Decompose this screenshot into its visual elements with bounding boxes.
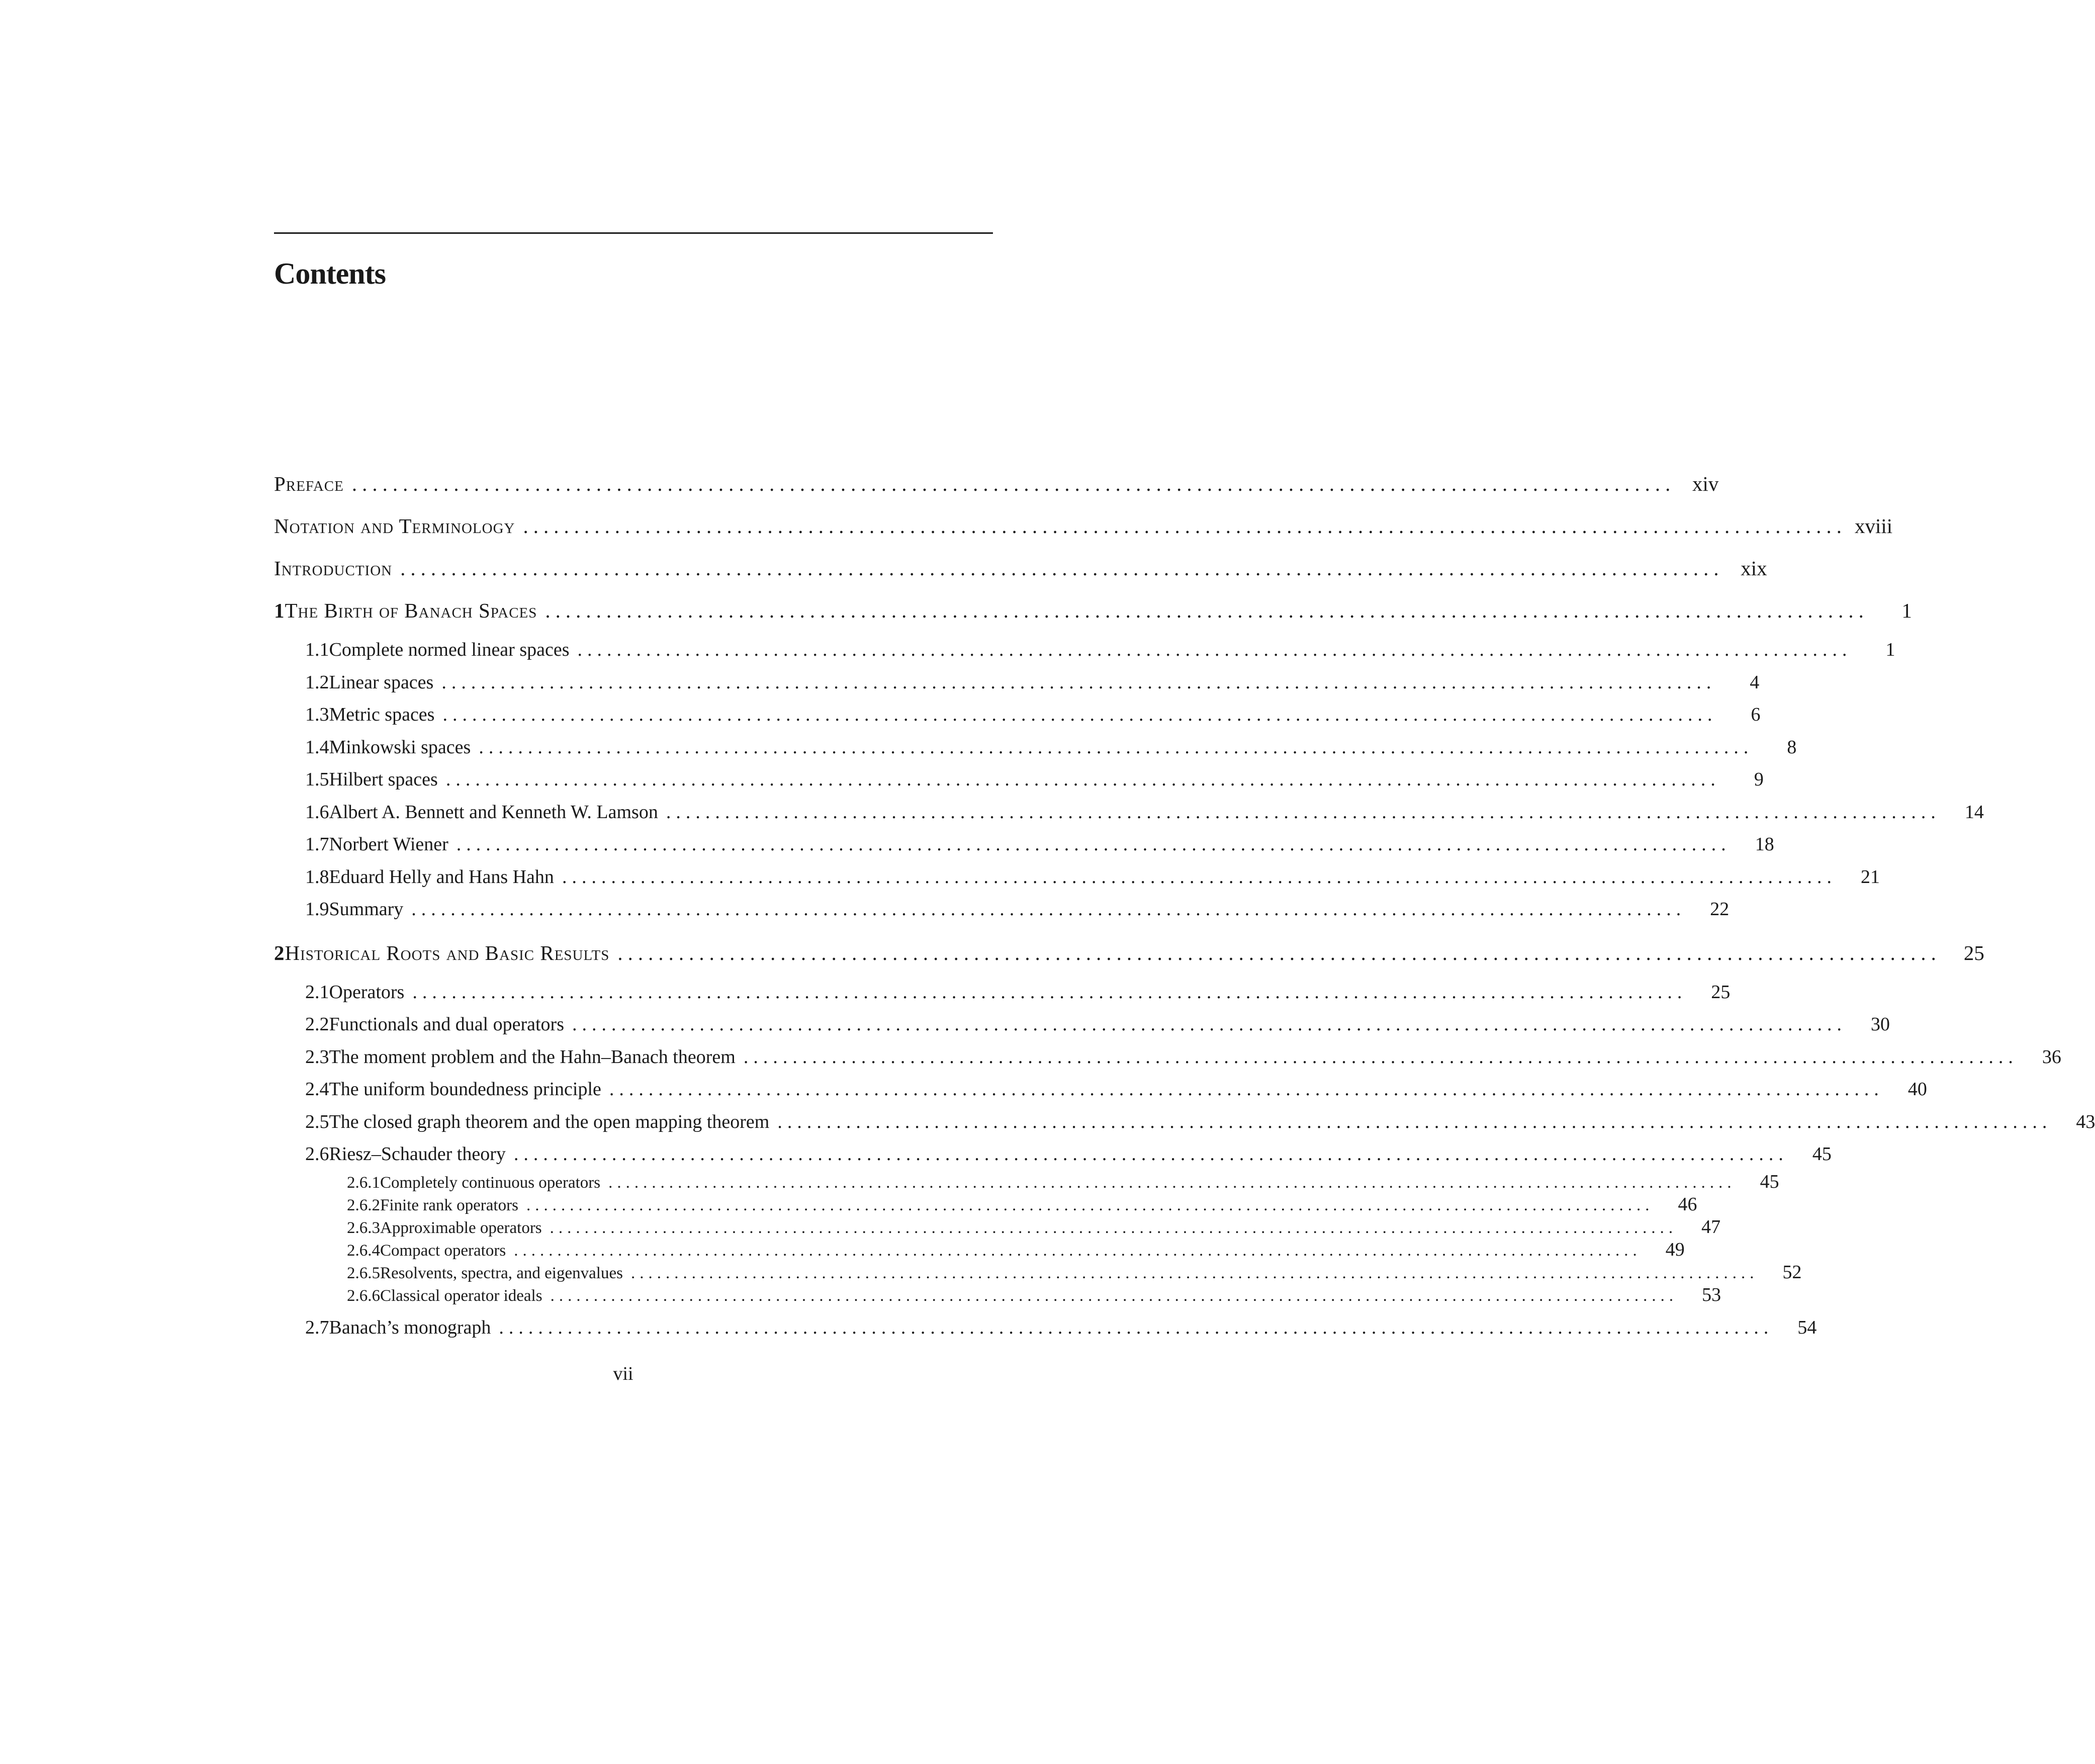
section-number: 1.8 (305, 866, 329, 888)
subsection-page: 46 (1678, 1193, 1697, 1215)
section-page: 9 (1754, 769, 1764, 790)
subsection-title: Compact operators (380, 1241, 506, 1260)
dot-leader: .................................................................................................................................. (513, 1143, 1788, 1165)
toc-section[interactable] (274, 1073, 1927, 1106)
dot-leader: .................................................................................................................................. (456, 834, 1731, 855)
dot-leader: .................................................................................................................................. (442, 704, 1717, 725)
toc-subsection[interactable] (274, 1261, 1802, 1284)
toc-section[interactable] (274, 893, 1729, 926)
dot-leader: .................................................................................................................................. (445, 769, 1720, 790)
top-rule (274, 232, 993, 234)
toc-section[interactable] (274, 1311, 1817, 1344)
section-number: 2.3 (305, 1046, 329, 1068)
toc-section[interactable] (274, 698, 1761, 731)
section-number: 1.2 (305, 671, 329, 693)
section-number: 1.6 (305, 801, 329, 823)
section-page: 36 (2042, 1046, 2061, 1068)
page-number: vii (613, 1363, 633, 1384)
dot-leader: .................................................................................................................................. (550, 1286, 1678, 1305)
section-number: 2.5 (305, 1111, 329, 1132)
section-number: 1.4 (305, 736, 329, 758)
chapter-number: 1 (274, 599, 285, 622)
toc-section[interactable] (274, 731, 1797, 764)
section-page: 8 (1787, 736, 1797, 758)
toc-entry-title: Preface (274, 472, 344, 495)
section-title: Metric spaces (329, 704, 435, 725)
toc-section[interactable] (274, 666, 1760, 699)
toc-entry-title: Introduction (274, 557, 393, 580)
toc-section[interactable] (274, 1138, 1832, 1171)
section-title: The moment problem and the Hahn–Banach theorem (329, 1046, 736, 1068)
section-number: 2.1 (305, 981, 329, 1003)
section-page: 1 (1885, 639, 1895, 660)
toc-entry-page: xix (1741, 557, 1767, 580)
toc-subsection[interactable] (274, 1284, 1721, 1306)
section-title: Operators (329, 981, 405, 1003)
toc-section[interactable] (274, 976, 1730, 1009)
subsection-number: 2.6.5 (347, 1264, 380, 1282)
toc-entry-introduction[interactable] (274, 547, 1767, 589)
toc-subsection[interactable] (274, 1239, 1685, 1261)
toc-subsection[interactable] (274, 1216, 1721, 1239)
section-number: 1.7 (305, 834, 329, 855)
chapter-title: Historical Roots and Basic Results (285, 941, 610, 964)
dot-leader: .................................................................................................................................. (562, 866, 1837, 888)
subsection-number: 2.6.2 (347, 1196, 380, 1214)
subsection-page: 53 (1702, 1284, 1721, 1305)
dot-leader: .................................................................................................................................. (617, 941, 1941, 964)
toc-chapter-1[interactable] (274, 589, 1912, 632)
section-title: Albert A. Bennett and Kenneth W. Lamson (329, 801, 658, 823)
section-title: Riesz–Schauder theory (329, 1143, 506, 1165)
section-title: The uniform boundedness principle (329, 1079, 601, 1100)
section-title: Banach’s monograph (329, 1316, 491, 1338)
section-page: 25 (1711, 981, 1730, 1003)
toc-entry-preface[interactable] (274, 463, 1719, 505)
section-number: 1.9 (305, 899, 329, 920)
section-page: 54 (1797, 1316, 1817, 1338)
section-number: 1.5 (305, 769, 329, 790)
subsection-page: 45 (1760, 1171, 1779, 1192)
chapter-title: The Birth of Banach Spaces (285, 599, 537, 622)
toc-section[interactable] (274, 861, 1880, 894)
dot-leader: .................................................................................................................................. (479, 736, 1754, 758)
dot-leader: .................................................................................................................................. (550, 1218, 1678, 1237)
section-number: 2.7 (305, 1316, 329, 1338)
dot-leader: .................................................................................................................................. (499, 1316, 1774, 1338)
dot-leader: .................................................................................................................................. (666, 801, 1941, 823)
section-page: 40 (1907, 1079, 1927, 1100)
section-page: 6 (1751, 704, 1761, 725)
subsection-title: Resolvents, spectra, and eigenvalues (380, 1264, 623, 1282)
section-page: 21 (1860, 866, 1880, 888)
section-page: 18 (1755, 834, 1774, 855)
section-title: Linear spaces (329, 671, 434, 693)
dot-leader: .................................................................................................................................. (441, 671, 1716, 693)
section-page: 30 (1871, 1014, 1890, 1035)
dot-leader: .................................................................................................................................. (526, 1196, 1654, 1214)
toc-section[interactable] (274, 828, 1774, 861)
subsection-page: 47 (1701, 1216, 1721, 1238)
subsection-number: 2.6.4 (347, 1241, 380, 1260)
toc-section[interactable] (274, 763, 1764, 796)
subsection-title: Approximable operators (380, 1218, 542, 1237)
dot-leader: .................................................................................................................................. (523, 514, 1847, 538)
dot-leader: .................................................................................................................................. (411, 899, 1686, 920)
dot-leader: .................................................................................................................................. (777, 1111, 2052, 1132)
chapter-number: 2 (274, 941, 285, 964)
section-number: 1.3 (305, 704, 329, 725)
section-page: 4 (1750, 671, 1760, 693)
section-title: Eduard Helly and Hans Hahn (329, 866, 554, 888)
subsection-title: Finite rank operators (380, 1196, 518, 1214)
subsection-number: 2.6.6 (347, 1286, 380, 1305)
section-number: 2.2 (305, 1014, 329, 1035)
dot-leader: .................................................................................................................................. (351, 472, 1676, 495)
section-title: Functionals and dual operators (329, 1014, 565, 1035)
toc-subsection[interactable] (274, 1193, 1697, 1216)
section-title: Hilbert spaces (329, 769, 438, 790)
toc-chapter-2[interactable] (274, 932, 1984, 974)
section-title: Minkowski spaces (329, 736, 471, 758)
subsection-number: 2.6.3 (347, 1218, 380, 1237)
subsection-page: 52 (1782, 1261, 1802, 1283)
subsection-page: 49 (1665, 1239, 1685, 1260)
toc-entry-page: xiv (1692, 472, 1719, 495)
section-number: 2.6 (305, 1143, 329, 1165)
section-page: 43 (2076, 1111, 2095, 1132)
section-number: 1.1 (305, 639, 329, 660)
table-of-contents (274, 463, 2095, 1344)
page-title: Contents (274, 257, 386, 290)
section-title: Complete normed linear spaces (329, 639, 570, 660)
dot-leader: .................................................................................................................................. (400, 557, 1724, 580)
section-page: 45 (1812, 1143, 1832, 1165)
dot-leader: .................................................................................................................................. (609, 1079, 1884, 1100)
dot-leader: .................................................................................................................................. (630, 1264, 1759, 1282)
section-page: 14 (1964, 801, 1984, 823)
dot-leader: .................................................................................................................................. (608, 1173, 1736, 1192)
section-title: Summary (329, 899, 404, 920)
section-page: 22 (1710, 899, 1729, 920)
dot-leader: .................................................................................................................................. (412, 981, 1687, 1003)
subsection-title: Completely continuous operators (380, 1173, 601, 1192)
toc-entry-notation[interactable] (274, 505, 1893, 547)
dot-leader: .................................................................................................................................. (514, 1241, 1642, 1260)
dot-leader: .................................................................................................................................. (577, 639, 1852, 660)
subsection-number: 2.6.1 (347, 1173, 380, 1192)
toc-subsection[interactable] (274, 1171, 1779, 1193)
toc-section[interactable] (274, 634, 1895, 666)
dot-leader: .................................................................................................................................. (572, 1014, 1847, 1035)
toc-section[interactable] (274, 1008, 1890, 1041)
toc-entry-title: Notation and Terminology (274, 514, 515, 538)
chapter-page: 1 (1901, 599, 1912, 622)
toc-section[interactable] (274, 796, 1984, 829)
chapter-page: 25 (1963, 941, 1984, 964)
section-number: 2.4 (305, 1079, 329, 1100)
subsection-title: Classical operator ideals (380, 1286, 542, 1305)
toc-section[interactable] (274, 1106, 2095, 1138)
dot-leader: .................................................................................................................................. (545, 599, 1869, 622)
toc-section[interactable] (274, 1041, 2061, 1074)
section-title: The closed graph theorem and the open mapping theorem (329, 1111, 770, 1132)
dot-leader: .................................................................................................................................. (743, 1046, 2018, 1068)
section-title: Norbert Wiener (329, 834, 448, 855)
toc-entry-page: xviii (1855, 514, 1893, 538)
